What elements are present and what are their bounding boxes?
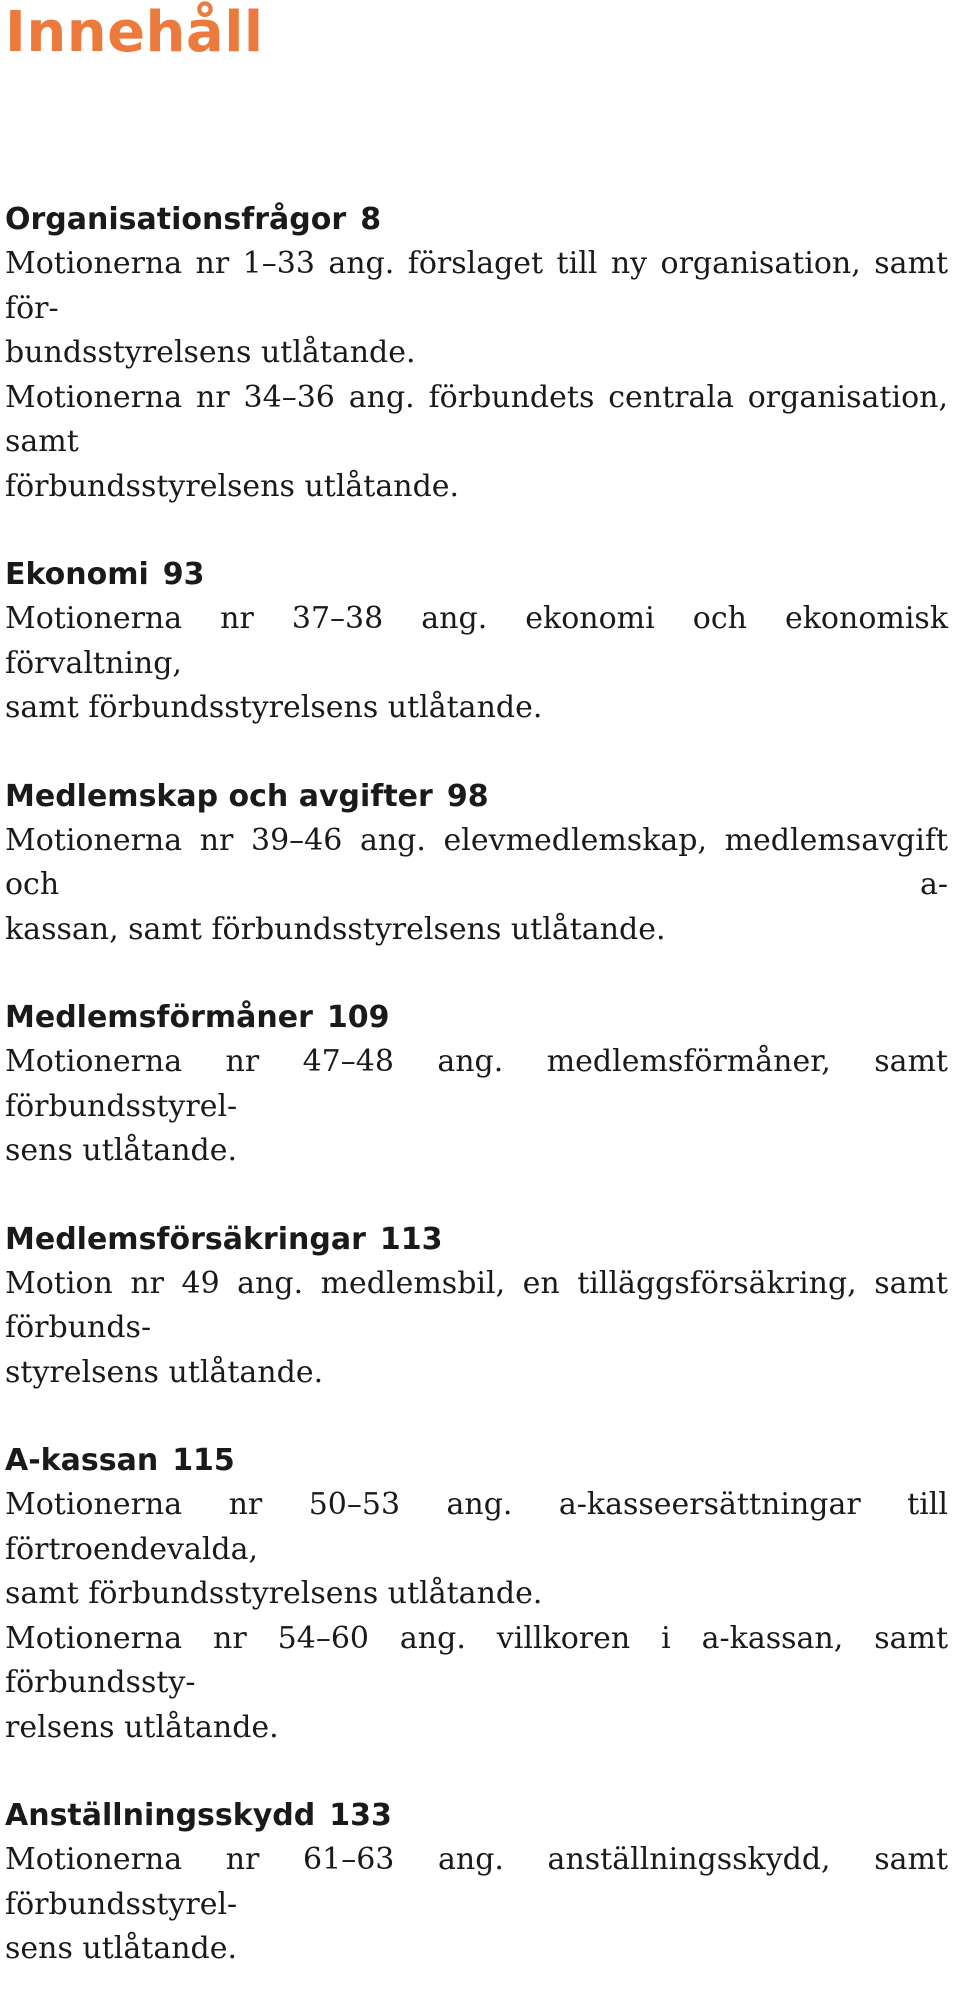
motion-entry-line: samt förbundsstyrelsens utlåtande.	[5, 1576, 543, 1611]
section-heading	[5, 1218, 948, 1262]
motion-entry-line: sens utlåtande.	[5, 1931, 238, 1966]
section-heading	[5, 1439, 948, 1483]
motion-entry	[5, 1262, 948, 1396]
motion-entry	[5, 597, 948, 731]
motion-entry-line: bundsstyrelsens utlåtande.	[5, 335, 416, 370]
section-heading-text: Medlemsförmåner	[5, 1000, 313, 1035]
motion-entry-line: relsens utlåtande.	[5, 1709, 279, 1745]
section-heading	[5, 198, 948, 242]
motion-entry-line: Motionerna nr 54–60 ang. villkoren i a-kassan, samt förbundssty-	[5, 1620, 948, 1700]
motion-entry-line: Motionerna nr 39–46 ang. elevmedlemskap, medlemsavgift och a-	[5, 822, 948, 902]
toc-section	[5, 775, 948, 953]
motion-entry	[5, 1483, 948, 1617]
motion-entry-line: Motionerna nr 61–63 ang. anställningsskydd, samt förbundsstyrel-	[5, 1842, 948, 1922]
section-heading-text: Ekonomi	[5, 557, 149, 592]
section-heading	[5, 996, 948, 1040]
section-page-number: 93	[162, 557, 205, 592]
section-page-number: 98	[446, 778, 489, 814]
motion-entry-line: Motion nr 49 ang. medlemsbil, en tilläggsförsäkring, samt förbunds-	[5, 1265, 948, 1345]
section-heading-text: Medlemskap och avgifter	[5, 778, 433, 814]
motion-entry-line: förbundsstyrelsens utlåtande.	[5, 468, 460, 504]
toc-section	[5, 553, 948, 731]
toc-sections	[5, 198, 948, 1972]
motion-entry-line: Motionerna nr 37–38 ang. ekonomi och ekonomisk förvaltning,	[5, 601, 948, 681]
motion-entry-line: sens utlåtande.	[5, 1133, 238, 1168]
motion-entry	[5, 1040, 948, 1174]
section-heading	[5, 775, 948, 819]
motion-entry	[5, 1838, 948, 1972]
motion-entry-line: Motionerna nr 47–48 ang. medlemsförmåner, samt förbundsstyrel-	[5, 1044, 948, 1124]
toc-page	[5, 0, 948, 2016]
toc-section	[5, 1439, 948, 1750]
section-heading-text: Medlemsförsäkringar	[5, 1221, 366, 1257]
toc-section	[5, 1218, 948, 1396]
toc-section	[5, 996, 948, 1174]
section-heading	[5, 1794, 948, 1838]
motion-entry-line: kassan, samt förbundsstyrelsens utlåtande.	[5, 911, 666, 947]
motion-entry-line: Motionerna nr 1–33 ang. förslaget till ny organisation, samt för-	[5, 246, 948, 326]
section-page-number: 109	[326, 1000, 390, 1035]
section-page-number: 113	[379, 1221, 443, 1257]
motion-entry	[5, 819, 948, 953]
page-title: Innehåll	[5, 0, 264, 65]
section-page-number: 8	[360, 202, 382, 237]
motion-entry-line: styrelsens utlåtande.	[5, 1354, 324, 1390]
section-heading-text: Anställningsskydd	[5, 1798, 316, 1833]
motion-entry-line: Motionerna nr 34–36 ang. förbundets centrala organisation, samt	[5, 379, 948, 459]
toc-section	[5, 1794, 948, 1972]
toc-section	[5, 198, 948, 509]
section-heading	[5, 553, 948, 597]
motion-entry-line: samt förbundsstyrelsens utlåtande.	[5, 690, 543, 725]
section-page-number: 133	[329, 1798, 392, 1833]
section-heading-text: A-kassan	[5, 1443, 159, 1478]
section-page-number: 115	[172, 1443, 235, 1478]
motion-entry	[5, 1617, 948, 1751]
motion-entry-line: Motionerna nr 50–53 ang. a-kasseersättningar till förtroendevalda,	[5, 1487, 948, 1567]
section-heading-text: Organisationsfrågor	[5, 202, 347, 237]
motion-entry	[5, 242, 948, 376]
motion-entry	[5, 376, 948, 510]
